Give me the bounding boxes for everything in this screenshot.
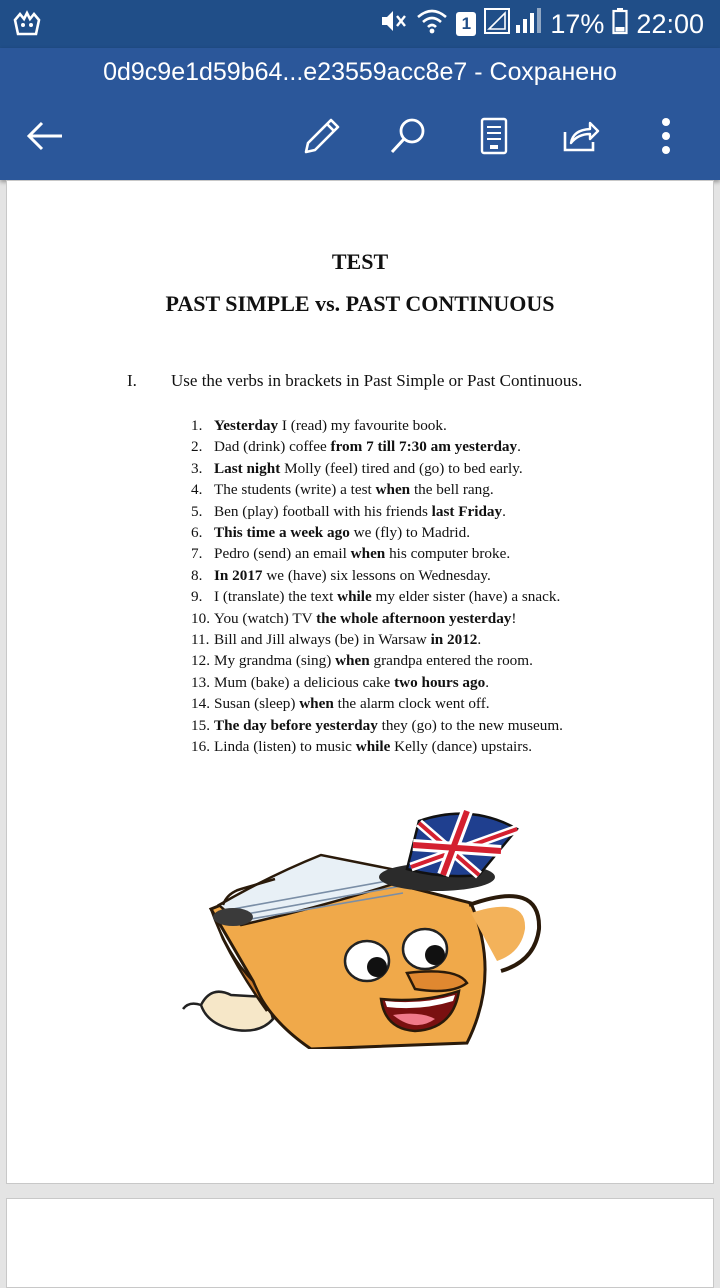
- exercise-keyword: when: [375, 481, 411, 499]
- share-button[interactable]: [552, 110, 608, 166]
- wifi-icon: [416, 7, 448, 42]
- app-notification-icon: [12, 10, 42, 38]
- exercise-list: [191, 415, 563, 758]
- exercise-keyword: Last night: [214, 459, 281, 477]
- exercise-item: [191, 608, 563, 629]
- exercise-text: I (translate) the text: [214, 588, 338, 606]
- exercise-item: [191, 586, 563, 607]
- exercise-number: 16.: [191, 738, 210, 756]
- back-arrow-icon: [26, 120, 66, 157]
- battery-icon: [612, 7, 628, 42]
- exercise-keyword: The day before yesterday: [214, 716, 378, 734]
- exercise-number: 1.: [191, 417, 203, 434]
- exercise-keyword: last Friday: [431, 502, 503, 520]
- cartoon-book-illustration: [171, 805, 589, 1049]
- exercise-text: The students (write) a test: [214, 481, 376, 499]
- section-number: I.: [127, 371, 137, 390]
- exercise-keyword: This time a week ago: [214, 524, 350, 542]
- exercise-text: Dad (drink) coffee: [214, 438, 331, 456]
- exercise-keyword: while: [337, 588, 372, 606]
- next-document-page[interactable]: [6, 1198, 714, 1288]
- exercise-text: .: [517, 438, 521, 456]
- exercise-number: 4.: [191, 481, 203, 499]
- exercise-keyword: in 2012: [430, 631, 478, 649]
- exercise-text: .: [477, 631, 482, 649]
- share-icon: [560, 116, 600, 161]
- exercise-item: [191, 501, 563, 522]
- exercise-item: [191, 715, 563, 736]
- more-vert-icon: [660, 116, 672, 161]
- exercise-keyword: while: [355, 738, 391, 756]
- app-bar: [0, 48, 720, 180]
- exercise-number: 12.: [191, 652, 210, 670]
- mute-icon: [378, 7, 408, 42]
- exercise-keyword: the whole afternoon yesterday: [316, 609, 512, 627]
- exercise-text: the alarm clock went off.: [333, 695, 490, 713]
- exercise-keyword: when: [335, 652, 370, 670]
- exercise-item: [191, 629, 563, 650]
- exercise-text: Bill and Jill always (be) in Warsaw: [214, 631, 431, 649]
- exercise-item: [191, 543, 563, 564]
- search-button[interactable]: [380, 110, 436, 166]
- exercise-keyword: Yesterday: [214, 417, 279, 434]
- battery-percent: 17%: [550, 8, 605, 39]
- exercise-item: [191, 415, 563, 436]
- exercise-text: grandpa entered the room.: [369, 652, 533, 670]
- exercise-item: [191, 693, 563, 714]
- signal-icon: [484, 7, 542, 42]
- exercise-text: You (watch) TV: [214, 609, 317, 627]
- clock-time: 22:00: [636, 8, 704, 39]
- exercise-number: 14.: [191, 695, 210, 713]
- instruction-text: Use the verbs in brackets in Past Simple or Past Continuous.: [171, 371, 583, 390]
- exercise-text: Susan (sleep): [214, 695, 300, 713]
- exercise-text: .: [485, 673, 490, 691]
- search-icon: [388, 116, 428, 161]
- exercise-text: we (have) six lessons on Wednesday.: [262, 566, 491, 584]
- reading-view-button[interactable]: [466, 110, 522, 166]
- exercise-text: the bell rang.: [410, 481, 494, 499]
- exercise-keyword: from 7 till 7:30 am yesterday: [330, 438, 518, 456]
- exercise-text: I (read) my favourite book.: [278, 417, 447, 434]
- exercise-keyword: when: [299, 695, 334, 713]
- test-title: TEST: [331, 249, 389, 274]
- exercise-number: 10.: [191, 609, 210, 627]
- exercise-item: [191, 565, 563, 586]
- document-title: 0d9c9e1d59b64...e23559acc8e7 - Сохранено: [103, 58, 617, 86]
- edit-pen-icon: [302, 116, 342, 161]
- exercise-number: 5.: [191, 502, 203, 520]
- exercise-number: 13.: [191, 673, 210, 691]
- exercise-text: they (go) to the new museum.: [377, 716, 563, 734]
- exercise-text: Kelly (dance) upstairs.: [390, 738, 533, 756]
- exercise-keyword: when: [350, 545, 386, 563]
- edit-button[interactable]: [294, 110, 350, 166]
- exercise-text: Linda (listen) to music: [214, 738, 356, 756]
- exercise-text: Ben (play) football with his friends: [214, 502, 432, 520]
- exercise-text: Pedro (send) an email: [214, 545, 351, 563]
- exercise-number: 6.: [191, 524, 203, 542]
- exercise-item: [191, 479, 563, 500]
- exercise-number: 15.: [191, 716, 210, 734]
- document-page[interactable]: [6, 180, 714, 1184]
- exercise-text: My grandma (sing): [214, 652, 336, 670]
- exercise-keyword: two hours ago: [394, 673, 486, 691]
- exercise-item: [191, 736, 563, 757]
- exercise-item: [191, 650, 563, 671]
- sim-icon: 1: [456, 12, 476, 36]
- exercise-item: [191, 436, 563, 457]
- test-subtitle: PAST SIMPLE vs. PAST CONTINUOUS: [165, 291, 555, 316]
- status-bar: [0, 0, 720, 48]
- exercise-text: Molly (feel) tired and (go) to bed early.: [280, 459, 523, 477]
- exercise-number: 3.: [191, 459, 203, 477]
- exercise-text: Mum (bake) a delicious cake: [214, 673, 395, 691]
- reading-view-icon: [478, 116, 510, 161]
- exercise-text: we (fly) to Madrid.: [349, 524, 471, 542]
- exercise-text: my elder sister (have) a snack.: [371, 588, 561, 606]
- exercise-item: [191, 672, 563, 693]
- back-button[interactable]: [18, 110, 74, 166]
- status-icons: [378, 6, 704, 42]
- more-options-button[interactable]: [638, 110, 694, 166]
- exercise-text: .: [502, 502, 506, 520]
- exercise-number: 7.: [191, 545, 203, 563]
- exercise-number: 9.: [191, 588, 203, 606]
- exercise-number: 11.: [191, 631, 210, 649]
- exercise-item: [191, 458, 563, 479]
- exercise-item: [191, 522, 563, 543]
- exercise-text: !: [511, 609, 517, 627]
- exercise-text: his computer broke.: [385, 545, 511, 563]
- exercise-number: 8.: [191, 566, 203, 584]
- exercise-keyword: In 2017: [214, 566, 263, 584]
- exercise-number: 2.: [191, 438, 203, 456]
